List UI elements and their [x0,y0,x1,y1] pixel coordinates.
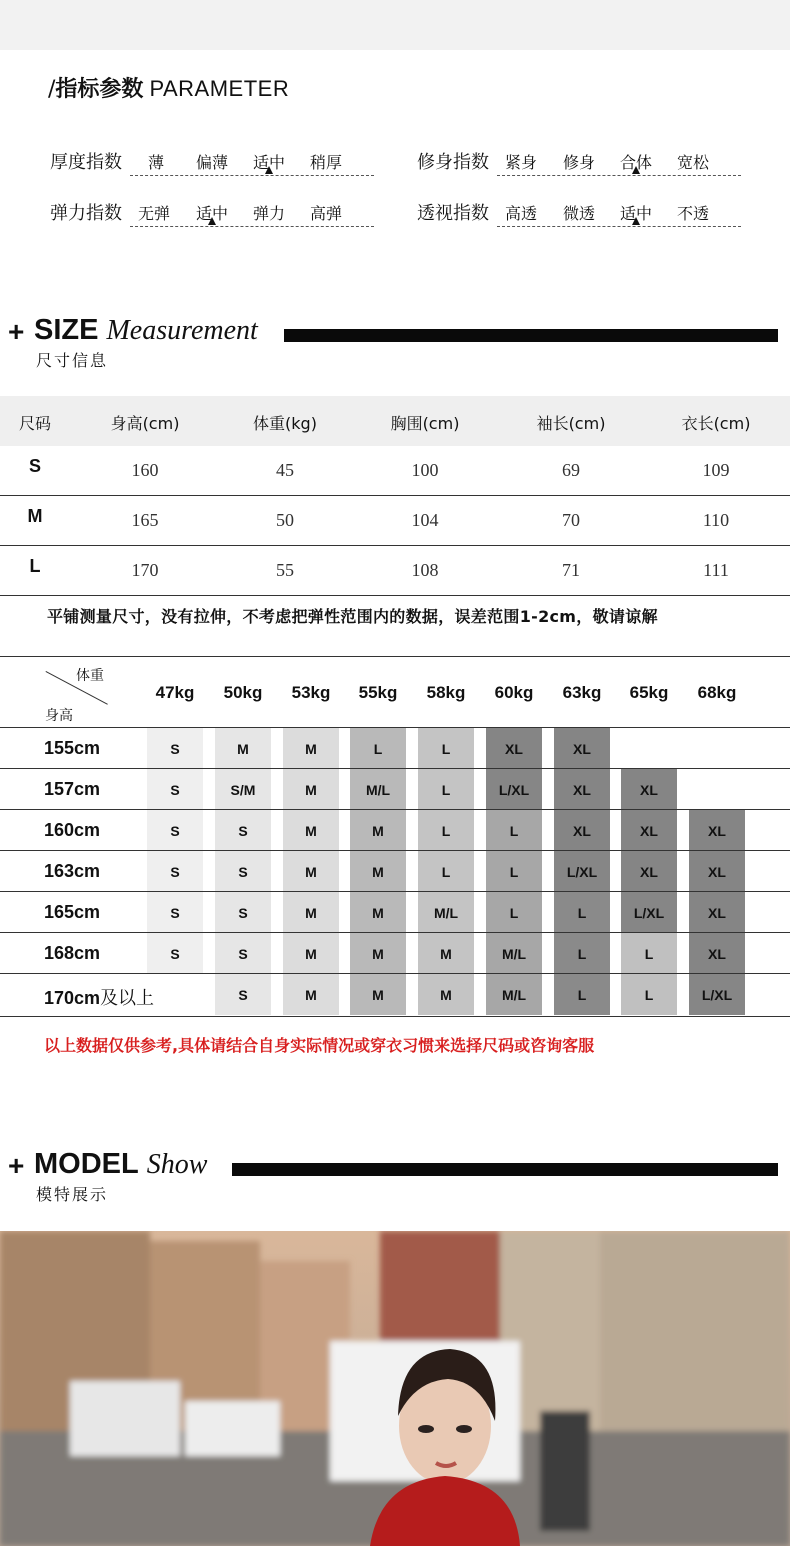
street-scene-illustration [0,1231,790,1546]
size-recommendation-cell: S [147,933,203,974]
size-recommendation-cell: XL [554,769,610,810]
height-label: 165cm [44,902,101,922]
index-option: 无弹 [138,204,171,223]
weight-header: 50kg [223,683,263,702]
index-option: 微透 [563,204,596,223]
height-label: 160cm [44,820,101,840]
top-banner-strip [0,0,790,50]
table-row [0,809,790,851]
size-recommendation-cell: XL [554,728,610,769]
weight-header: 53kg [291,683,331,702]
table-corner-cell [0,657,140,727]
size-recommendation-cell: XL [621,851,677,892]
height-label: 157cm [44,779,101,799]
reference-warning: 以上数据仅供参考,具体请结合自身实际情况或穿衣习惯来选择尺码或咨询客服 [44,1036,595,1055]
index-option: 高透 [505,204,538,223]
size-subtitle: 尺寸信息 [36,351,109,370]
size-recommendation-cell: M [283,974,339,1015]
model-section-header [8,1150,788,1210]
table-cell: 108 [411,560,439,580]
size-recommendation-cell: S [215,810,271,851]
size-recommendation-cell: L [554,892,610,933]
weight-header: 47kg [155,683,195,702]
height-label: 155cm [44,738,101,758]
index-scale-line [130,175,374,176]
size-recommendation-cell: M [418,933,474,974]
size-recommendation-cell: M [283,769,339,810]
size-recommendation-cell: M [418,974,474,1015]
index-option: 不透 [677,204,710,223]
size-recommendation-cell: L [486,851,542,892]
size-recommendation-cell: XL [689,810,745,851]
weight-header: 68kg [697,683,737,702]
size-recommendation-cell: S [147,851,203,892]
height-label: 168cm [44,943,101,963]
size-recommendation-cell: S [215,933,271,974]
height-label: 170cm及以上 [44,988,155,1009]
size-cell: M [27,506,43,526]
column-header: 身高(cm) [110,414,180,433]
size-recommendation-cell: M [350,851,406,892]
model-subtitle: 模特展示 [36,1185,109,1204]
size-recommendation-cell: L [554,933,610,974]
table-row [0,850,790,892]
section-divider-bar [284,329,778,342]
index-scale-line [497,226,741,227]
weight-header: 60kg [494,683,534,702]
table-row [0,768,790,810]
size-recommendation-cell: L [418,851,474,892]
elasticity-index [50,199,375,239]
size-recommendation-cell: M [350,892,406,933]
index-option: 适中 [196,204,229,223]
weight-header: 63kg [562,683,602,702]
size-recommendation-cell: XL [554,810,610,851]
size-recommendation-cell: L [621,933,677,974]
index-option: 适中 [620,204,653,223]
size-recommendation-cell: L [486,810,542,851]
size-section-header [8,316,788,376]
index-option: 稍厚 [310,153,343,172]
corner-height-label: 身高 [45,708,73,724]
index-option: 紧身 [505,153,538,172]
size-recommendation-cell: XL [621,769,677,810]
index-scale-line [497,175,741,176]
size-recommendation-cell: M/L [486,933,542,974]
index-label: 弹力指数 [50,203,122,224]
table-row [0,727,790,769]
size-recommendation-cell: L [418,769,474,810]
size-recommendation-cell: L/XL [486,769,542,810]
size-recommendation-cell: XL [621,810,677,851]
size-cell: S [28,456,42,476]
column-header: 衣长(cm) [681,414,751,433]
table-cell: 100 [411,460,439,480]
weight-header: 58kg [426,683,466,702]
size-recommendation-cell: XL [689,892,745,933]
size-recommendation-cell: XL [689,851,745,892]
size-recommendation-cell: S [215,851,271,892]
table-cell: 160 [131,460,159,480]
measurement-header-row [0,396,790,446]
height-label: 163cm [44,861,101,881]
size-recommendation-cell: L [418,728,474,769]
index-option: 宽松 [677,153,710,172]
size-recommendation-cell: L/XL [621,892,677,933]
size-recommendation-cell: XL [486,728,542,769]
column-header: 袖长(cm) [536,414,606,433]
size-recommendation-cell: S [215,892,271,933]
size-recommendation-cell: L/XL [689,974,745,1015]
table-row [0,932,790,974]
size-recommendation-cell: M [283,933,339,974]
table-cell: 170 [131,560,159,580]
table-cell: 111 [703,560,729,580]
plus-icon: + [8,1150,25,1181]
size-recommendation-cell: S [147,892,203,933]
size-recommendation-cell: M/L [486,974,542,1015]
index-option: 修身 [563,153,596,172]
table-row [0,546,790,596]
table-cell: 50 [276,510,294,530]
table-cell: 109 [702,460,730,480]
index-marker-icon [632,217,640,225]
size-recommendation-cell: S [147,728,203,769]
index-marker-icon [632,166,640,174]
model-photo [0,1231,790,1546]
size-recommendation-cell: S/M [215,769,271,810]
size-recommendation-cell: L [486,892,542,933]
index-option: 合体 [620,153,653,172]
column-header: 体重(kg) [253,414,317,433]
table-row [0,496,790,546]
size-recommendation-cell: S [147,769,203,810]
table-cell: 45 [276,460,294,480]
size-recommendation-cell: M [350,933,406,974]
index-label: 透视指数 [417,203,489,224]
measurement-table [0,396,790,596]
size-recommendation-cell: M [283,810,339,851]
size-recommendation-cell: L [350,728,406,769]
table-cell: 104 [411,510,439,530]
table-cell: 165 [131,510,159,530]
transparency-index [417,199,742,239]
size-cell: L [29,556,41,576]
table-row [0,446,790,496]
size-recommendation-cell: L [418,810,474,851]
corner-weight-label: 体重 [76,668,104,684]
size-recommendation-cell: M [350,810,406,851]
model-title: MODEL Show [34,1148,208,1180]
index-option: 高弹 [310,204,343,223]
weight-header: 55kg [358,683,398,702]
size-recommendation-cell: XL [689,933,745,974]
column-header: 尺码 [18,414,52,433]
index-label: 厚度指数 [50,152,122,173]
parameter-title: /指标参数 PARAMETER [48,76,290,102]
thickness-index [50,148,375,188]
height-suffix: 及以上 [100,988,155,1009]
index-option: 薄 [148,153,165,172]
table-cell: 110 [702,510,730,530]
table-cell: 55 [276,560,294,580]
size-recommendation-cell: S [147,810,203,851]
fit-index [417,148,742,188]
index-label: 修身指数 [417,152,489,173]
size-recommendation-cell: M [215,728,271,769]
size-recommendation-table [0,656,790,1017]
section-divider-bar [232,1163,778,1176]
size-recommendation-cell: M [283,728,339,769]
index-option: 偏薄 [196,153,229,172]
size-title: SIZE Measurement [34,314,258,346]
column-header: 胸围(cm) [390,414,460,433]
table-cell: 71 [562,560,580,580]
size-recommendation-cell: M/L [350,769,406,810]
index-marker-icon [265,166,273,174]
index-marker-icon [208,217,216,225]
plus-icon: + [8,316,25,347]
index-option: 弹力 [253,204,286,223]
size-recommendation-cell: M [283,851,339,892]
table-row [0,973,790,1015]
table-cell: 69 [562,460,580,480]
table-row [0,891,790,933]
index-scale-line [130,226,374,227]
size-recommendation-cell: M [350,974,406,1015]
measurement-note: 平铺测量尺寸，没有拉伸，不考虑把弹性范围内的数据，误差范围1-2cm，敬请谅解 [47,607,658,626]
size-recommendation-cell: M/L [418,892,474,933]
index-option: 适中 [253,153,286,172]
size-recommendation-cell: M [283,892,339,933]
size-recommendation-cell: S [215,974,271,1015]
size-recommendation-cell: L/XL [554,851,610,892]
size-recommendation-cell: L [554,974,610,1015]
weight-header: 65kg [629,683,669,702]
size-recommendation-cell: L [621,974,677,1015]
table-cell: 70 [562,510,580,530]
